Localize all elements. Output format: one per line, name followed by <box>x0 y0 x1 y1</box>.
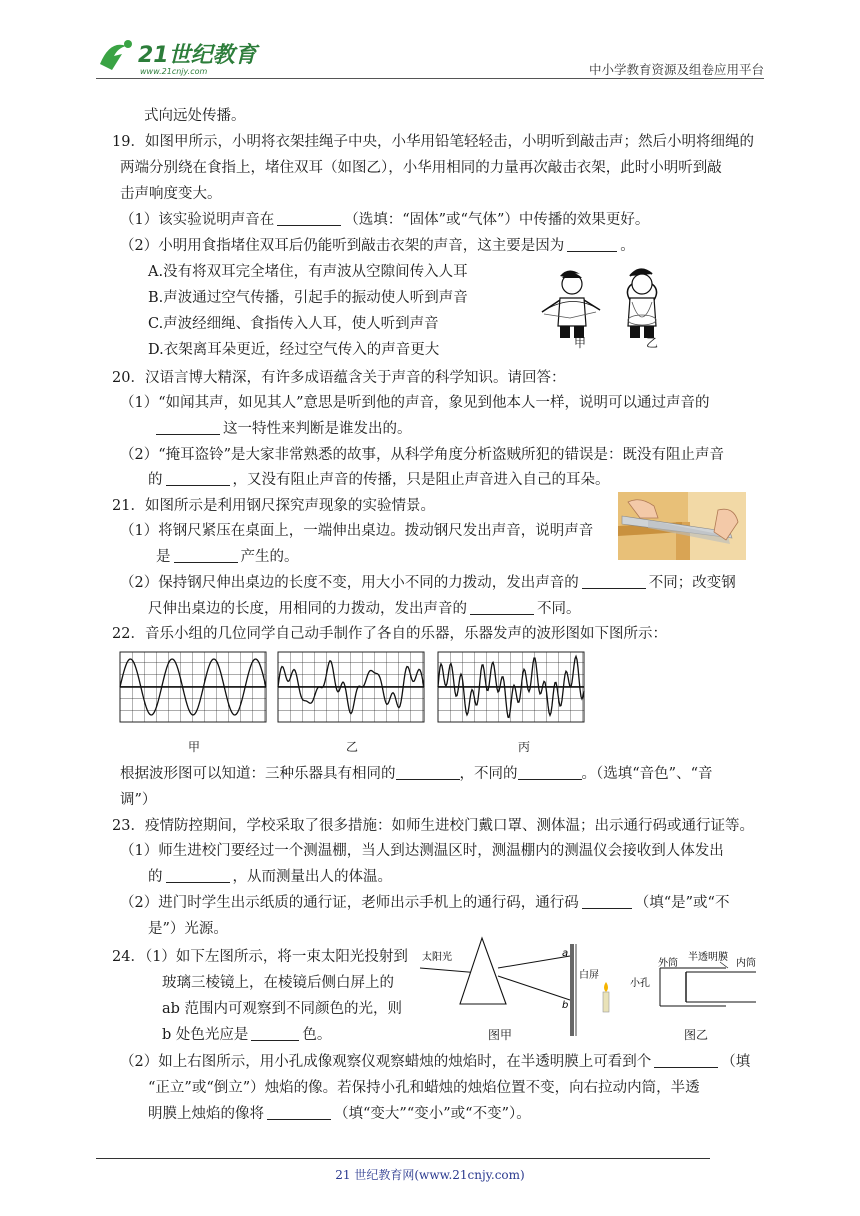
label-inner-tube: 内筒 <box>736 958 756 969</box>
q24-prism-figure <box>420 934 599 1038</box>
q19-caption-yi: 乙 <box>646 336 659 350</box>
q22-waveform-figure <box>120 650 586 724</box>
q21-ruler-figure <box>618 492 746 560</box>
logo-icon <box>96 34 266 78</box>
answer-blank[interactable] <box>470 600 534 615</box>
q19-caption-jia: 甲 <box>574 336 587 350</box>
q20-stem: 20．汉语言博大精深，有许多成语蕴含关于声音的科学知识。请回答： <box>112 370 566 386</box>
waveform-yi <box>278 652 424 722</box>
prism-icon <box>460 938 506 1004</box>
q19-stem-1: 19．如图甲所示，小明将衣架挂绳子中央，小华用铅笔轻轻击，小明听到敲击声；然后小明将细绳的 <box>112 134 754 150</box>
q24-part-1-line2: 玻璃三棱镜上，在棱镜后侧白屏上的 <box>162 975 394 991</box>
q20-part-2-cont: 的 ，又没有阻止声音的传播，只是阻止声音进入自己的耳朵。 <box>148 472 610 488</box>
answer-blank[interactable] <box>518 765 582 780</box>
q20-part-2: （2）“掩耳盗铃”是大家非常熟悉的故事，从科学角度分析盗贼所犯的错误是：既没有阻止声音 <box>120 447 725 463</box>
q23-part-1: （1）师生进校门要经过一个测温棚，当人到达测温区时，测温棚内的测温仪会接收到人体发出 <box>120 843 724 859</box>
answer-blank[interactable] <box>277 211 341 226</box>
q19-figure <box>530 262 690 358</box>
q24-part-1-line4: b 处色光应是 色。 <box>162 1027 332 1043</box>
q22-stem: 22．音乐小组的几位同学自己动手制作了各自的乐器，乐器发声的波形图如下图所示： <box>112 626 667 642</box>
logo-url: www.21cnjy.com <box>140 67 208 76</box>
boy-yi-figure <box>627 269 656 338</box>
label-film: 半透明膜 <box>688 952 728 963</box>
q22-caption-yi: 乙 <box>346 740 359 754</box>
label-sunlight: 太阳光 <box>422 952 452 963</box>
q21-part-2-cont: 尺伸出桌边的长度，用相同的力拨动，发出声音的 不同。 <box>148 601 581 617</box>
q19-option-b: B.声波通过空气传播，引起手的振动使人听到声音 <box>148 290 468 306</box>
q24-part-1-line3: ab 范围内可观察到不同颜色的光，则 <box>162 1001 403 1017</box>
q21-part-1: （1）将钢尺紧压在桌面上，一端伸出桌边。拨动钢尺发出声音，说明声音 <box>120 523 594 539</box>
q23-stem: 23．疫情防控期间，学校采取了很多措施：如师生进校门戴口罩、测体温；出示通行码或通行证等。 <box>112 818 754 834</box>
q24-caption-fig2: 图乙 <box>684 1028 709 1042</box>
logo-text: 21世纪教育 <box>138 43 257 68</box>
q24-caption-fig1: 图甲 <box>488 1028 513 1042</box>
q20-part-1-cont: 这一特性来判断是谁发出的。 <box>156 419 412 439</box>
waveform-jia <box>120 652 266 722</box>
white-screen <box>570 944 574 1036</box>
waveform-bing <box>438 652 584 722</box>
answer-blank[interactable] <box>251 1026 299 1041</box>
answer-blank[interactable] <box>174 548 238 563</box>
label-screen: 白屏 <box>579 970 599 981</box>
candle-icon <box>603 982 609 1012</box>
answer-blank[interactable] <box>156 420 220 435</box>
q21-stem: 21．如图所示是利用钢尺探究声现象的实验情景。 <box>112 498 435 514</box>
answer-blank[interactable] <box>396 765 460 780</box>
answer-blank[interactable] <box>582 894 632 909</box>
boy-jia-figure <box>542 270 600 338</box>
q23-part-1-cont: 的 ，从而测量出人的体温。 <box>148 869 392 885</box>
q19-option-c: C.声波经细绳、食指传入人耳，使人听到声音 <box>148 316 439 332</box>
q24-part-2: （2）如上右图所示，用小孔成像观察仪观察蜡烛的烛焰时，在半透明膜上可看到个 （填 <box>120 1054 751 1070</box>
q24-pinhole-figure <box>596 946 766 1018</box>
label-a: a <box>562 948 569 959</box>
q19-option-a: A.没有将双耳完全堵住，有声波从空隙间传入人耳 <box>148 264 468 280</box>
q19-part-1: （1）该实验说明声音在 （选填：“固体”或“气体”）中传播的效果更好。 <box>120 212 650 228</box>
q24-part-2-line3: 明膜上烛焰的像将 （填“变大”“变小”或“不变”）。 <box>148 1106 531 1122</box>
label-outer-tube: 外筒 <box>658 958 678 969</box>
q22-caption-bing: 丙 <box>518 740 531 754</box>
header-divider <box>96 78 764 79</box>
footer-text: 21 世纪教育网(www.21cnjy.com) <box>335 1168 525 1182</box>
q22-caption-jia: 甲 <box>188 740 201 754</box>
label-b: b <box>562 1000 569 1011</box>
q19-part-2: （2）小明用食指堵住双耳后仍能听到敲击衣架的声音，这主要是因为 。 <box>120 238 635 254</box>
answer-blank[interactable] <box>166 868 230 883</box>
q23-part-2-cont: 是”）光源。 <box>148 921 228 937</box>
q21-part-2: （2）保持钢尺伸出桌边的长度不变，用大小不同的力拨动，发出声音的 不同；改变钢 <box>120 575 736 591</box>
q19-option-d: D.衣架离耳朵更近，经过空气传入的声音更大 <box>148 342 440 358</box>
header-platform-text: 中小学教育资源及组卷应用平台 <box>588 62 764 77</box>
footer-divider <box>96 1158 710 1159</box>
q24-part-1: 24．（1）如下左图所示，将一束太阳光投射到 <box>112 949 408 965</box>
q19-stem-3: 击声响度变大。 <box>120 186 222 202</box>
answer-blank[interactable] <box>582 574 646 589</box>
label-hole: 小孔 <box>630 978 650 989</box>
q23-part-2: （2）进门时学生出示纸质的通行证，老师出示手机上的通行码，通行码 （填“是”或“不 <box>120 895 730 911</box>
q22-answer-cont: 调”） <box>120 792 157 808</box>
q22-answer: 根据波形图可以知道：三种乐器具有相同的 ，不同的 。（选填“音色”、“音 <box>120 766 713 782</box>
q21-part-1-cont: 是 产生的。 <box>156 549 299 565</box>
q19-stem-2: 两端分别绕在食指上，堵住双耳（如图乙），小华用相同的力量再次敲击衣架，此时小明听到敲 <box>120 160 722 176</box>
answer-blank[interactable] <box>166 471 230 486</box>
q18-tail: 式向远处传播。 <box>144 108 246 124</box>
q24-part-2-line2: “正立”或“倒立”）烛焰的像。若保持小孔和蜡烛的烛焰位置不变，向右拉动内筒，半透 <box>148 1080 700 1096</box>
answer-blank[interactable] <box>567 237 617 252</box>
answer-blank[interactable] <box>267 1105 331 1120</box>
q20-part-1: （1）“如闻其声，如见其人”意思是听到他的声音，象见到他本人一样，说明可以通过声音的 <box>120 395 710 411</box>
answer-blank[interactable] <box>654 1053 718 1068</box>
